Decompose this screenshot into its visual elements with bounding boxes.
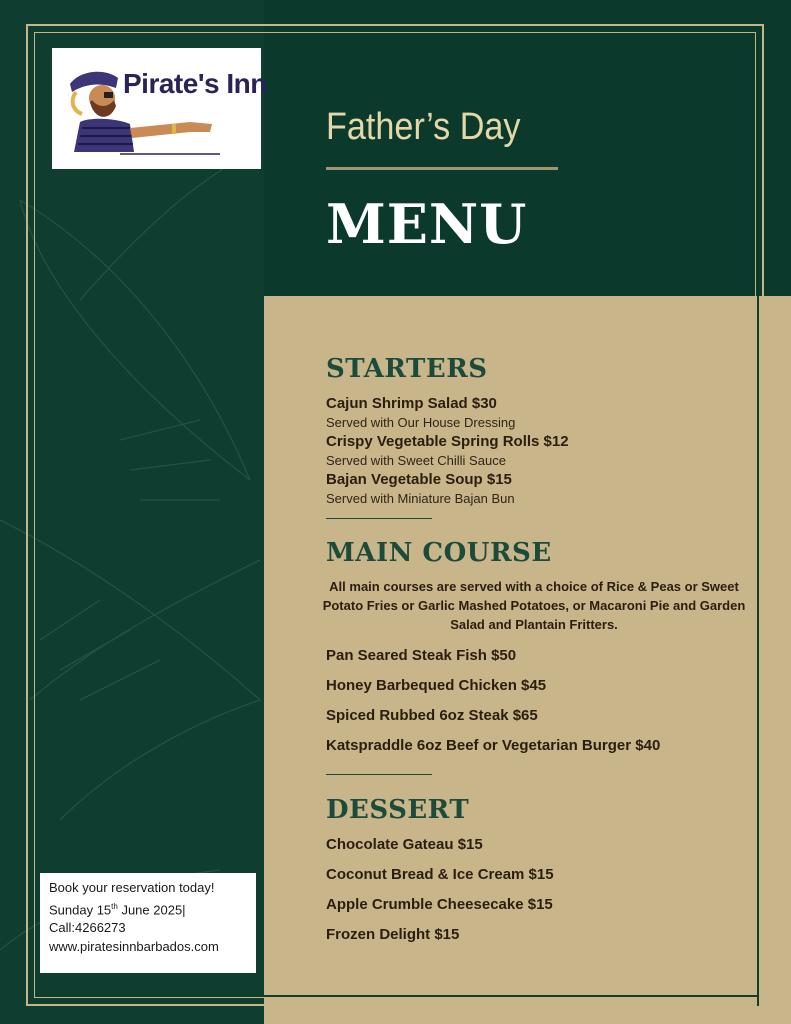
main-course-heading: MAIN COURSE xyxy=(326,538,552,568)
menu-item: Katspraddle 6oz Beef or Vegetarian Burger $40 xyxy=(326,737,661,754)
reservation-phone: Call:4266273 xyxy=(49,920,126,936)
menu-item: Cajun Shrimp Salad $30 xyxy=(326,395,497,412)
menu-item: Pan Seared Steak Fish $50 xyxy=(326,647,517,664)
inner-border xyxy=(34,32,756,998)
menu-item-description: Served with Miniature Bajan Bun xyxy=(326,491,515,506)
occasion-title: Father’s Day xyxy=(326,106,521,148)
logo-wordmark: Pirate's Inn xyxy=(123,68,267,99)
reservation-date: Sunday 15th June 2025| xyxy=(49,901,186,917)
menu-item: Crispy Vegetable Spring Rolls $12 xyxy=(326,433,569,450)
starters-heading: STARTERS xyxy=(326,354,488,384)
menu-item-description: Served with Sweet Chilli Sauce xyxy=(326,453,506,468)
section-divider xyxy=(326,774,432,775)
reservation-website[interactable]: www.piratesinnbarbados.com xyxy=(49,938,219,954)
menu-item: Apple Crumble Cheesecake $15 xyxy=(326,896,553,913)
page-title: MENU xyxy=(326,192,528,256)
panel-border-bottom xyxy=(264,995,759,997)
reservation-box xyxy=(40,873,256,973)
main-course-note: All main courses are served with a choice of Rice & Peas or Sweet Potato Fries or Garlic Mashed Potatoes, or Macaroni Pie and Garden Salad and Plantain Fritters. xyxy=(322,579,746,632)
section-divider xyxy=(326,518,432,519)
menu-item: Honey Barbequed Chicken $45 xyxy=(326,677,547,694)
reservation-cta: Book your reservation today! xyxy=(49,880,215,895)
menu-item: Chocolate Gateau $15 xyxy=(326,836,483,853)
panel-border-right xyxy=(757,296,759,1006)
dessert-heading: DESSERT xyxy=(326,795,470,825)
title-divider xyxy=(326,167,558,170)
menu-item: Bajan Vegetable Soup $15 xyxy=(326,471,512,488)
menu-item: Frozen Delight $15 xyxy=(326,926,460,943)
menu-item: Spiced Rubbed 6oz Steak $65 xyxy=(326,707,538,724)
menu-item: Coconut Bread & Ice Cream $15 xyxy=(326,866,554,883)
menu-item-description: Served with Our House Dressing xyxy=(326,415,516,430)
